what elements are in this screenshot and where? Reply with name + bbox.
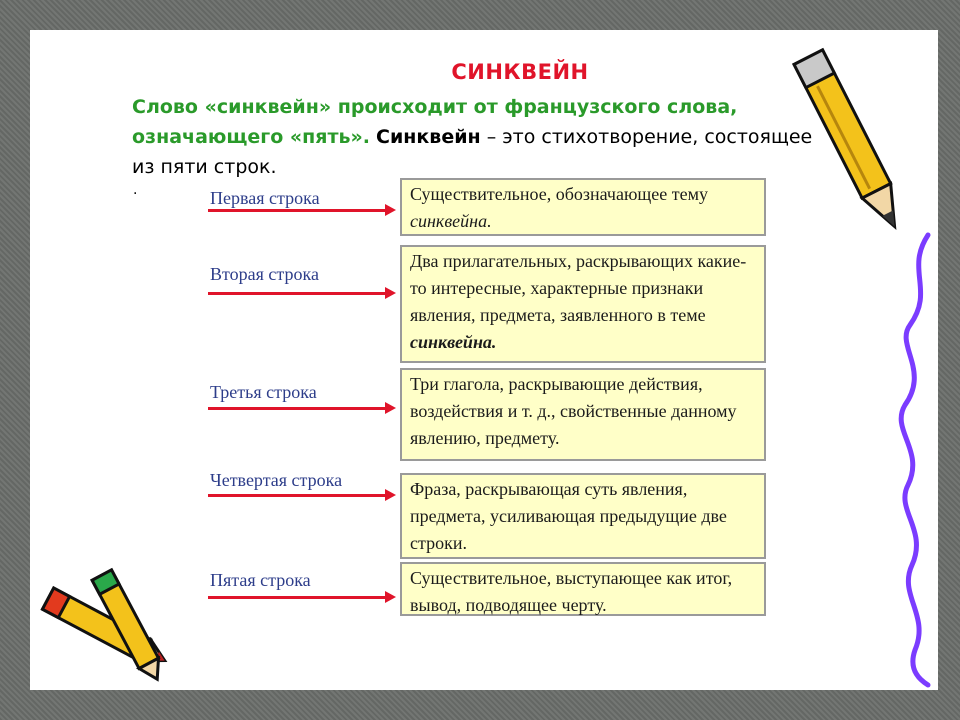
intro-term: Синквейн	[376, 126, 481, 148]
intro-definition-origin: Слово «синквейн» происходит от французского слова, означающего «пять».	[132, 96, 738, 148]
row-box-3	[400, 368, 766, 461]
arrow-5	[208, 596, 386, 599]
pencil-icon	[785, 30, 925, 250]
row-text-1: Существительное, обозначающее тему	[410, 184, 708, 204]
slide-title: СИНКВЕЙН	[451, 60, 589, 84]
arrow-2	[208, 292, 386, 295]
row-label-3: Третья строка	[210, 382, 317, 402]
squiggle-line	[890, 230, 938, 690]
row-text-4: Фраза, раскрывающая суть явления, предмета, усиливающая предыдущие две строки.	[410, 479, 727, 553]
intro-text	[132, 92, 832, 182]
row-box-1	[400, 178, 766, 236]
row-label-4: Четвертая строка	[210, 470, 343, 490]
row-text-2: Два прилагательных, раскрывающих какие-то интересные, характерные признаки явления, предмета, заявленного в теме	[410, 251, 747, 325]
pencils-icon	[30, 565, 180, 695]
row-text-italic-2: синквейна.	[410, 332, 497, 352]
intro-definition: – это стихотворение, состоящее из пяти строк.	[132, 126, 813, 178]
row-label-2: Вторая строка	[210, 264, 319, 284]
arrow-3	[208, 407, 386, 410]
dot-mark: .	[133, 182, 138, 198]
arrow-4	[208, 494, 386, 497]
row-label-5: Пятая строка	[210, 570, 311, 590]
row-text-3: Три глагола, раскрывающие действия, воздействия и т. д., свойственные данному явлению, предмету.	[410, 374, 737, 448]
row-label-1: Первая строка	[210, 188, 320, 208]
row-text-5: Существительное, выступающее как итог, вывод, подводящее черту.	[410, 568, 733, 615]
row-box-5	[400, 562, 766, 616]
arrow-1	[208, 209, 386, 212]
row-text-italic-1: синквейна.	[410, 211, 492, 231]
row-box-2	[400, 245, 766, 363]
row-box-4	[400, 473, 766, 559]
slide	[30, 30, 938, 690]
